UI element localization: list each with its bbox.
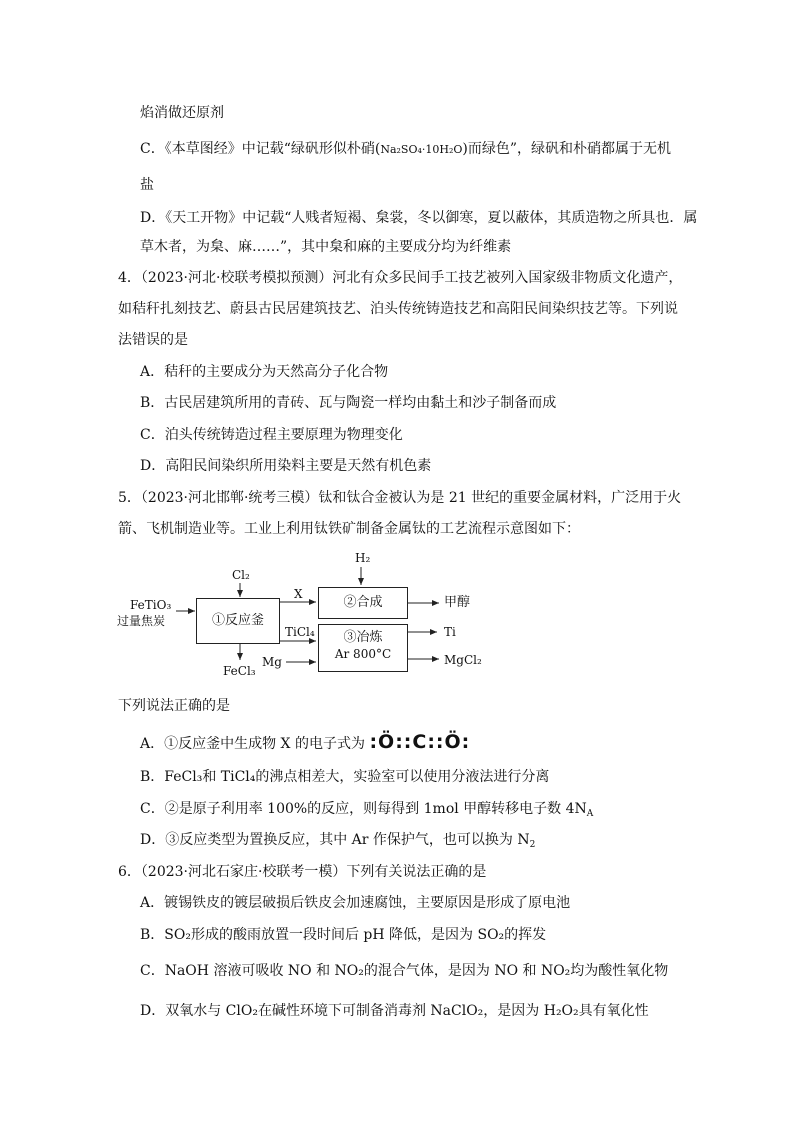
byproduct-fecl3: FeCl₃ [223, 664, 256, 678]
product-x: X [294, 587, 303, 601]
q6-option-d: D．双氧水与 ClO₂在碱性环境下可制备消毒剂 NaClO₂，是因为 H₂O₂具有氧化性 [140, 1003, 649, 1019]
output-mgcl2: MgCl₂ [444, 653, 482, 667]
q6-option-c: C．NaOH 溶液可吸收 NO 和 NO₂的混合气体，是因为 NO 和 NO₂均为酸性氧化物 [140, 963, 669, 979]
q5-option-d [140, 830, 535, 855]
input-h2: H₂ [355, 551, 371, 565]
q4-option-c: C．泊头传统铸造过程主要原理为物理变化 [140, 427, 403, 443]
q3-option-d: D．《天工开物》中记载“人贱者短褐、枲裳，冬以御寒，夏以蔽体，其质造物之所具也．属 [140, 210, 698, 226]
q5-option-a-text: A．①反应釜中生成物 X 的电子式为 [140, 736, 365, 752]
product-ticl4: TiCl₄ [285, 625, 315, 639]
reactor-box [196, 598, 280, 644]
reactor-label: ①反应釜 [211, 613, 264, 628]
output-methanol: 甲醇 [444, 595, 471, 610]
output-ti: Ti [444, 625, 456, 639]
q5-option-c-text: C．②是原子利用率 100%的反应，则每得到 1mol 甲醇转移电子数 4N [140, 801, 587, 817]
q3-option-c-part2: )而绿色”，绿矾和朴硝都属于无机 [462, 141, 672, 157]
q4-stem-line3: 法错误的是 [118, 332, 188, 348]
q3-option-c-part1: C．《本草图经》中记载“绿矾形似朴硝( [140, 141, 381, 157]
q5-option-d-text: D．③反应类型为置换反应，其中 Ar 作保护气，也可以换为 N [140, 832, 530, 848]
synthesis-box [318, 587, 408, 619]
q6-option-a: A．镀锡铁皮的镀层破损后铁皮会加速腐蚀，主要原因是形成了原电池 [140, 895, 571, 911]
electron-dot-formula: :Ö::C::Ö: [369, 731, 471, 753]
smelting-condition: Ar 800°C [334, 647, 392, 661]
q6-stem: 6．（2023·河北石家庄·校联考一模）下列有关说法正确的是 [118, 864, 487, 880]
q5-option-c-subscript: A [586, 809, 594, 819]
input-mg: Mg [262, 655, 282, 669]
input-cl2: Cl₂ [232, 568, 250, 582]
q4-stem-line1: 4．（2023·河北·校联考模拟预测）河北有众多民间手工技艺被列入国家级非物质文化遗产， [118, 270, 683, 286]
q4-option-b: B．古民居建筑所用的青砖、瓦与陶瓷一样均由黏土和沙子制备而成 [140, 395, 557, 411]
q5-option-a [140, 732, 470, 754]
q3-option-c-cont: 盐 [140, 177, 154, 193]
q6-option-b: B．SO₂形成的酸雨放置一段时间后 pH 降低，是因为 SO₂的挥发 [140, 927, 547, 943]
synthesis-label: ②合成 [343, 595, 383, 610]
q3-option-c-formula: Na₂SO₄·10H₂O [380, 143, 463, 156]
q4-option-a: A．秸秆的主要成分为天然高分子化合物 [140, 364, 389, 380]
smelting-box [318, 624, 408, 672]
feed-coke: 过量焦炭 [117, 614, 166, 628]
q5-stem-line1: 5．（2023·河北邯郸·统考三模）钛和钛合金被认为是 21 世纪的重要金属材料，广泛用于火 [118, 490, 682, 506]
q3-option-c [140, 139, 671, 160]
q5-prompt: 下列说法正确的是 [118, 698, 230, 714]
q3-option-d-cont: 草木者，为枲、麻……”，其中枲和麻的主要成分均为纤维素 [140, 239, 512, 255]
q3-continuation: 焰消做还原剂 [140, 105, 224, 121]
feed-fetio3: FeTiO₃ [130, 598, 172, 612]
q4-stem-line2: 如秸秆扎刻技艺、蔚县古民居建筑技艺、泊头传统铸造技艺和高阳民间染织技艺等。下列说 [118, 301, 678, 317]
q5-stem-line2: 箭、飞机制造业等。工业上利用钛铁矿制备金属钛的工艺流程示意图如下： [118, 521, 580, 537]
q5-option-c [140, 799, 593, 824]
q5-option-b: B．FeCl₃和 TiCl₄的沸点相差大，实验室可以使用分液法进行分离 [140, 769, 550, 785]
q5-option-d-subscript: 2 [529, 840, 536, 850]
smelting-label: ③冶炼 [343, 630, 383, 645]
q4-option-d: D．高阳民间染织所用染料主要是天然有机色素 [140, 458, 432, 474]
